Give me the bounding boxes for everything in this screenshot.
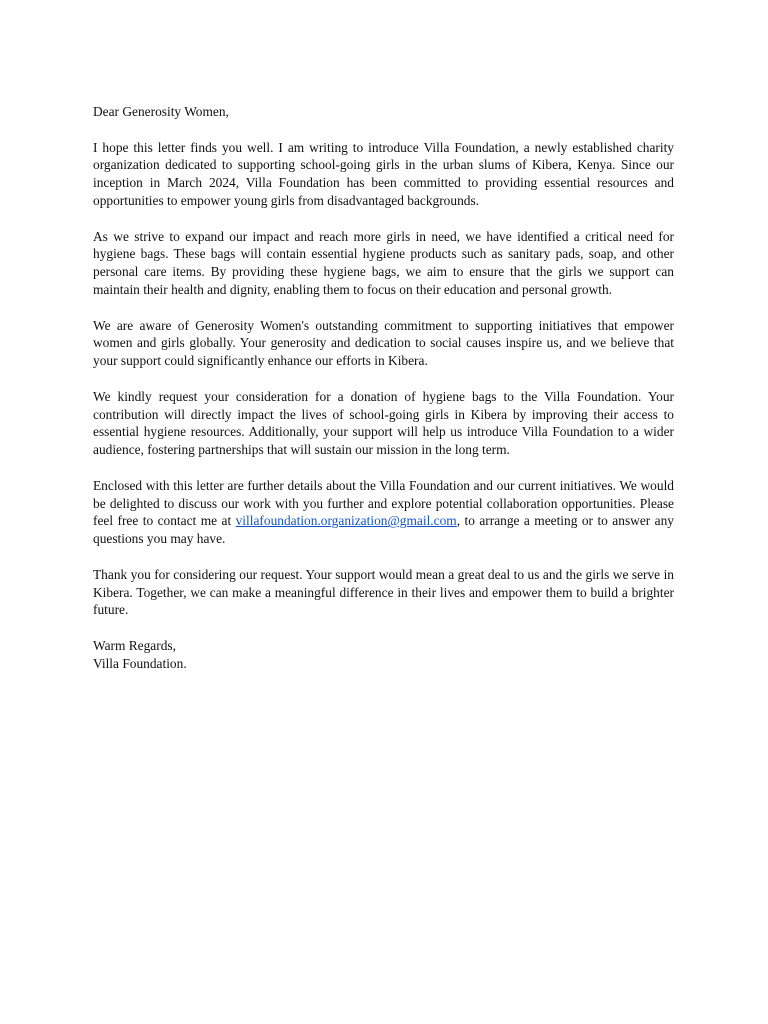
email-link[interactable]: villafoundation.organization@gmail.com: [235, 513, 457, 529]
contact-text-before: Enclosed with this letter are further details about the Villa Foundation and our current initiatives. We would be delighted to discuss our work with you further and explore potential collaboration opportunities. Please feel free to contact me at: [93, 477, 674, 529]
hygiene-need-paragraph: As we strive to expand our impact and reach more girls in need, we have identified a critical need for hygiene bags. These bags will contain essential hygiene products such as sanitary pads, soap, and other personal care items. By providing these hygiene bags, we aim to ensure that the girls we support can maintain their health and dignity, enabling them to focus on their education and personal growth.: [93, 228, 674, 297]
request-paragraph: We kindly request your consideration for a donation of hygiene bags to the Villa Foundation. Your contribution will directly impact the lives of school-going girls in Kibera by improving their access to essential hygiene resources. Additionally, your support will help us introduce Villa Foundation to a wider audience, fostering partnerships that will sustain our mission in the long term.: [93, 388, 674, 458]
intro-paragraph: I hope this letter finds you well. I am writing to introduce Villa Foundation, a newly established charity organization dedicated to supporting school-going girls in the urban slums of Kibera, Kenya. Since our inception in March 2024, Villa Foundation has been committed to providing essential resources and opportunities to empower young girls from disadvantaged backgrounds.: [93, 139, 674, 208]
letter-body: [93, 103, 674, 673]
salutation: Dear Generosity Women,: [93, 104, 229, 119]
signature: Villa Foundation.: [93, 655, 187, 671]
thanks-paragraph: Thank you for considering our request. Your support would mean a great deal to us and the girls we serve in Kibera. Together, we can make a meaningful difference in their lives and empower them to build a brighter future.: [93, 566, 674, 618]
recognition-paragraph: We are aware of Generosity Women's outstanding commitment to supporting initiatives that empower women and girls globally. Your generosity and dedication to social causes inspire us, and we believe that your support could significantly enhance our efforts in Kibera.: [93, 317, 674, 369]
closing: Warm Regards,: [93, 637, 176, 653]
contact-text-after: , to arrange a meeting or to answer any questions you may have.: [93, 513, 674, 547]
contact-paragraph: [93, 477, 674, 548]
